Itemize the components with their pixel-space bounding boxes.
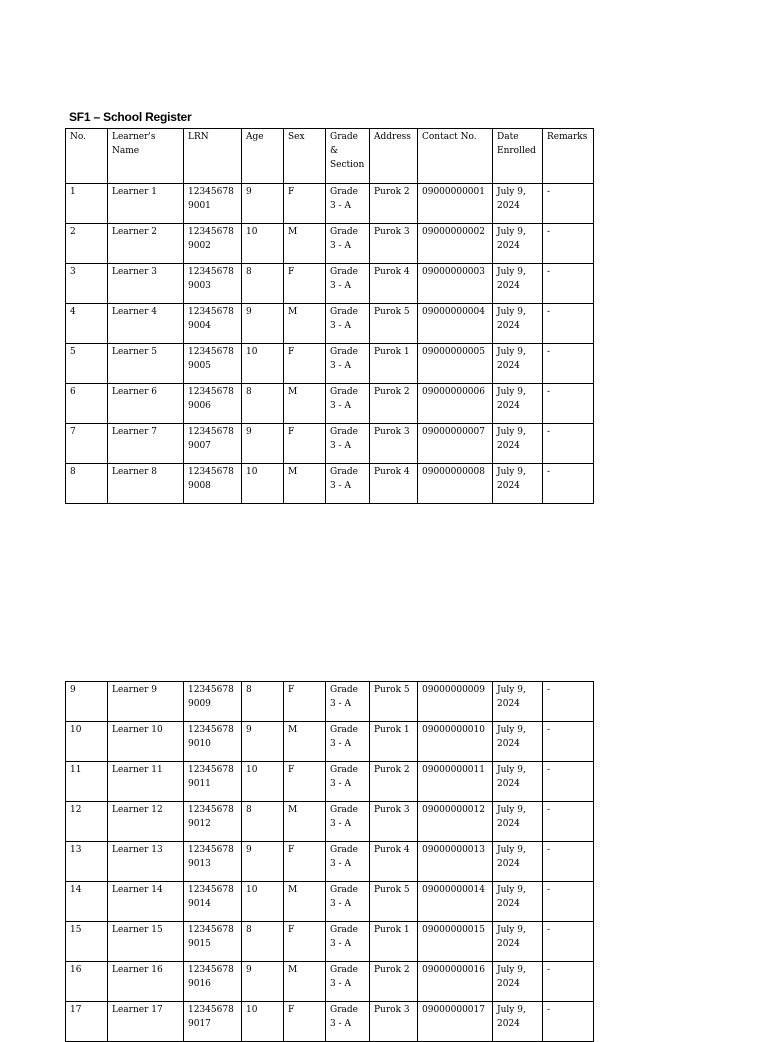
cell-contact: 09000000016: [418, 962, 493, 1002]
cell-learner-name: Learner 1: [108, 184, 184, 224]
header-learner-name: Learner's Name: [108, 129, 184, 184]
cell-remarks: -: [543, 842, 594, 882]
cell-remarks: -: [543, 762, 594, 802]
cell-lrn: 123456789006: [184, 384, 242, 424]
cell-remarks: -: [543, 344, 594, 384]
cell-sex: M: [284, 384, 326, 424]
cell-date-enrolled: July 9, 2024: [493, 464, 543, 504]
cell-address: Purok 2: [370, 384, 418, 424]
page-title: SF1 – School Register: [69, 110, 192, 124]
table-row: [66, 842, 594, 882]
cell-learner-name: Learner 12: [108, 802, 184, 842]
cell-address: Purok 4: [370, 842, 418, 882]
cell-remarks: -: [543, 962, 594, 1002]
cell-remarks: -: [543, 722, 594, 762]
cell-date-enrolled: July 9, 2024: [493, 802, 543, 842]
cell-grade-section: Grade 3 - A: [326, 384, 370, 424]
cell-date-enrolled: July 9, 2024: [493, 384, 543, 424]
table-row: [66, 384, 594, 424]
cell-sex: F: [284, 1002, 326, 1042]
cell-contact: 09000000006: [418, 384, 493, 424]
cell-age: 10: [242, 224, 284, 264]
cell-remarks: -: [543, 1002, 594, 1042]
cell-remarks: -: [543, 304, 594, 344]
cell-sex: F: [284, 344, 326, 384]
header-grade-section: Grade & Section: [326, 129, 370, 184]
cell-no: 13: [66, 842, 108, 882]
table-row: [66, 264, 594, 304]
cell-remarks: -: [543, 384, 594, 424]
cell-no: 3: [66, 264, 108, 304]
header-sex: Sex: [284, 129, 326, 184]
cell-sex: M: [284, 722, 326, 762]
cell-grade-section: Grade 3 - A: [326, 184, 370, 224]
cell-sex: F: [284, 842, 326, 882]
cell-learner-name: Learner 14: [108, 882, 184, 922]
header-contact: Contact No.: [418, 129, 493, 184]
cell-date-enrolled: July 9, 2024: [493, 1002, 543, 1042]
cell-grade-section: Grade 3 - A: [326, 264, 370, 304]
cell-grade-section: Grade 3 - A: [326, 722, 370, 762]
cell-no: 15: [66, 922, 108, 962]
cell-date-enrolled: July 9, 2024: [493, 882, 543, 922]
cell-lrn: 123456789005: [184, 344, 242, 384]
cell-grade-section: Grade 3 - A: [326, 224, 370, 264]
cell-age: 8: [242, 264, 284, 304]
cell-sex: M: [284, 464, 326, 504]
cell-lrn: 123456789009: [184, 682, 242, 722]
cell-grade-section: Grade 3 - A: [326, 882, 370, 922]
cell-grade-section: Grade 3 - A: [326, 762, 370, 802]
table-header-row: [66, 129, 594, 184]
cell-address: Purok 2: [370, 184, 418, 224]
cell-age: 9: [242, 184, 284, 224]
cell-no: 6: [66, 384, 108, 424]
cell-lrn: 123456789015: [184, 922, 242, 962]
cell-grade-section: Grade 3 - A: [326, 682, 370, 722]
cell-learner-name: Learner 11: [108, 762, 184, 802]
table-row: [66, 184, 594, 224]
cell-no: 16: [66, 962, 108, 1002]
cell-remarks: -: [543, 682, 594, 722]
cell-sex: M: [284, 802, 326, 842]
cell-grade-section: Grade 3 - A: [326, 922, 370, 962]
cell-remarks: -: [543, 922, 594, 962]
cell-age: 8: [242, 922, 284, 962]
school-register-table-page-1: [65, 128, 594, 504]
cell-age: 8: [242, 384, 284, 424]
cell-date-enrolled: July 9, 2024: [493, 264, 543, 304]
cell-grade-section: Grade 3 - A: [326, 842, 370, 882]
cell-date-enrolled: July 9, 2024: [493, 722, 543, 762]
cell-grade-section: Grade 3 - A: [326, 464, 370, 504]
cell-lrn: 123456789014: [184, 882, 242, 922]
cell-learner-name: Learner 16: [108, 962, 184, 1002]
cell-lrn: 123456789016: [184, 962, 242, 1002]
header-date-enrolled: Date Enrolled: [493, 129, 543, 184]
cell-age: 10: [242, 762, 284, 802]
cell-sex: F: [284, 184, 326, 224]
cell-date-enrolled: July 9, 2024: [493, 922, 543, 962]
cell-date-enrolled: July 9, 2024: [493, 184, 543, 224]
cell-age: 10: [242, 344, 284, 384]
table-row: [66, 424, 594, 464]
cell-contact: 09000000015: [418, 922, 493, 962]
cell-learner-name: Learner 2: [108, 224, 184, 264]
table-row: [66, 962, 594, 1002]
school-register-table-page-2: [65, 681, 594, 1042]
cell-lrn: 123456789017: [184, 1002, 242, 1042]
cell-age: 8: [242, 682, 284, 722]
cell-contact: 09000000010: [418, 722, 493, 762]
cell-contact: 09000000013: [418, 842, 493, 882]
cell-age: 10: [242, 464, 284, 504]
cell-address: Purok 5: [370, 682, 418, 722]
table-row: [66, 344, 594, 384]
cell-no: 2: [66, 224, 108, 264]
cell-address: Purok 3: [370, 1002, 418, 1042]
cell-address: Purok 1: [370, 922, 418, 962]
cell-contact: 09000000008: [418, 464, 493, 504]
cell-learner-name: Learner 3: [108, 264, 184, 304]
cell-age: 10: [242, 1002, 284, 1042]
table-row: [66, 802, 594, 842]
cell-no: 5: [66, 344, 108, 384]
cell-grade-section: Grade 3 - A: [326, 802, 370, 842]
cell-contact: 09000000014: [418, 882, 493, 922]
table-row: [66, 762, 594, 802]
cell-age: 9: [242, 304, 284, 344]
cell-no: 17: [66, 1002, 108, 1042]
cell-remarks: -: [543, 882, 594, 922]
cell-address: Purok 4: [370, 464, 418, 504]
cell-learner-name: Learner 4: [108, 304, 184, 344]
cell-learner-name: Learner 7: [108, 424, 184, 464]
cell-lrn: 123456789011: [184, 762, 242, 802]
cell-age: 9: [242, 722, 284, 762]
cell-date-enrolled: July 9, 2024: [493, 962, 543, 1002]
cell-age: 10: [242, 882, 284, 922]
cell-sex: M: [284, 882, 326, 922]
cell-contact: 09000000012: [418, 802, 493, 842]
cell-grade-section: Grade 3 - A: [326, 344, 370, 384]
cell-address: Purok 5: [370, 882, 418, 922]
cell-address: Purok 3: [370, 424, 418, 464]
cell-address: Purok 2: [370, 962, 418, 1002]
cell-date-enrolled: July 9, 2024: [493, 762, 543, 802]
cell-remarks: -: [543, 464, 594, 504]
cell-age: 9: [242, 842, 284, 882]
cell-date-enrolled: July 9, 2024: [493, 682, 543, 722]
cell-date-enrolled: July 9, 2024: [493, 344, 543, 384]
cell-lrn: 123456789010: [184, 722, 242, 762]
cell-grade-section: Grade 3 - A: [326, 304, 370, 344]
cell-learner-name: Learner 13: [108, 842, 184, 882]
cell-sex: F: [284, 264, 326, 304]
header-remarks: Remarks: [543, 129, 594, 184]
cell-sex: M: [284, 224, 326, 264]
cell-no: 9: [66, 682, 108, 722]
cell-address: Purok 1: [370, 722, 418, 762]
header-no: No.: [66, 129, 108, 184]
cell-grade-section: Grade 3 - A: [326, 962, 370, 1002]
cell-no: 4: [66, 304, 108, 344]
cell-contact: 09000000004: [418, 304, 493, 344]
cell-grade-section: Grade 3 - A: [326, 1002, 370, 1042]
table-row: [66, 1002, 594, 1042]
cell-contact: 09000000017: [418, 1002, 493, 1042]
cell-no: 7: [66, 424, 108, 464]
cell-lrn: 123456789012: [184, 802, 242, 842]
cell-contact: 09000000003: [418, 264, 493, 304]
table-row: [66, 304, 594, 344]
cell-learner-name: Learner 17: [108, 1002, 184, 1042]
cell-date-enrolled: July 9, 2024: [493, 842, 543, 882]
table-row: [66, 882, 594, 922]
cell-learner-name: Learner 6: [108, 384, 184, 424]
cell-date-enrolled: July 9, 2024: [493, 224, 543, 264]
cell-learner-name: Learner 9: [108, 682, 184, 722]
cell-remarks: -: [543, 224, 594, 264]
cell-address: Purok 1: [370, 344, 418, 384]
cell-lrn: 123456789007: [184, 424, 242, 464]
cell-lrn: 123456789002: [184, 224, 242, 264]
cell-remarks: -: [543, 184, 594, 224]
cell-address: Purok 3: [370, 802, 418, 842]
table-row: [66, 682, 594, 722]
cell-no: 8: [66, 464, 108, 504]
header-lrn: LRN: [184, 129, 242, 184]
cell-remarks: -: [543, 802, 594, 842]
cell-no: 11: [66, 762, 108, 802]
cell-remarks: -: [543, 424, 594, 464]
cell-contact: 09000000009: [418, 682, 493, 722]
table-row: [66, 464, 594, 504]
cell-learner-name: Learner 10: [108, 722, 184, 762]
header-address: Address: [370, 129, 418, 184]
cell-contact: 09000000011: [418, 762, 493, 802]
cell-remarks: -: [543, 264, 594, 304]
cell-no: 1: [66, 184, 108, 224]
cell-contact: 09000000001: [418, 184, 493, 224]
cell-lrn: 123456789001: [184, 184, 242, 224]
table-row: [66, 922, 594, 962]
cell-sex: F: [284, 922, 326, 962]
cell-age: 8: [242, 802, 284, 842]
cell-address: Purok 5: [370, 304, 418, 344]
cell-no: 10: [66, 722, 108, 762]
cell-sex: M: [284, 304, 326, 344]
cell-lrn: 123456789003: [184, 264, 242, 304]
cell-lrn: 123456789008: [184, 464, 242, 504]
cell-learner-name: Learner 15: [108, 922, 184, 962]
cell-age: 9: [242, 424, 284, 464]
cell-sex: F: [284, 424, 326, 464]
cell-learner-name: Learner 5: [108, 344, 184, 384]
table-row: [66, 722, 594, 762]
cell-sex: M: [284, 962, 326, 1002]
cell-no: 12: [66, 802, 108, 842]
cell-sex: F: [284, 682, 326, 722]
cell-contact: 09000000002: [418, 224, 493, 264]
cell-no: 14: [66, 882, 108, 922]
cell-learner-name: Learner 8: [108, 464, 184, 504]
table-row: [66, 224, 594, 264]
cell-sex: F: [284, 762, 326, 802]
header-age: Age: [242, 129, 284, 184]
cell-address: Purok 3: [370, 224, 418, 264]
cell-lrn: 123456789013: [184, 842, 242, 882]
cell-address: Purok 4: [370, 264, 418, 304]
cell-age: 9: [242, 962, 284, 1002]
cell-grade-section: Grade 3 - A: [326, 424, 370, 464]
cell-contact: 09000000005: [418, 344, 493, 384]
cell-date-enrolled: July 9, 2024: [493, 424, 543, 464]
cell-address: Purok 2: [370, 762, 418, 802]
cell-date-enrolled: July 9, 2024: [493, 304, 543, 344]
cell-contact: 09000000007: [418, 424, 493, 464]
cell-lrn: 123456789004: [184, 304, 242, 344]
